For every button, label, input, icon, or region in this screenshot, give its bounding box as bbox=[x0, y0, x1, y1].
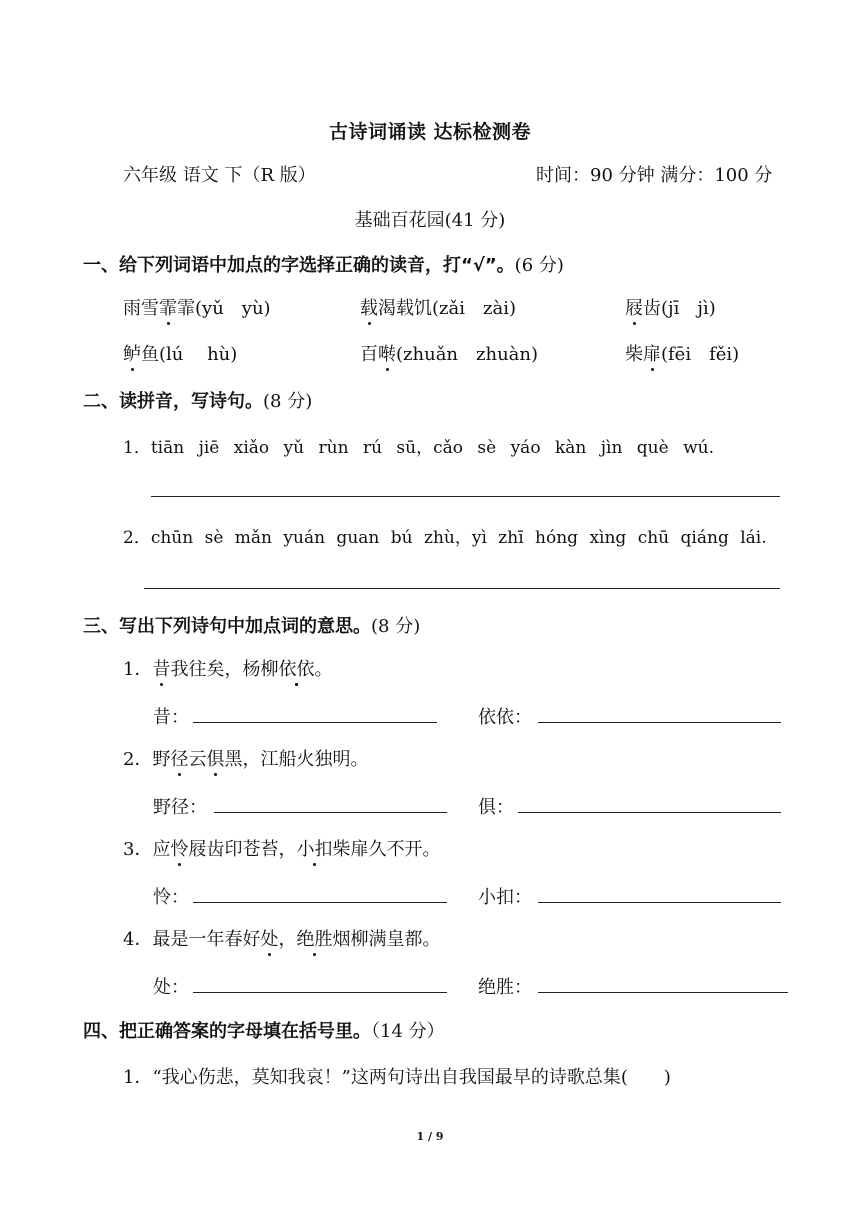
page-number: 1 / 9 bbox=[416, 1130, 444, 1143]
s4-q1 bbox=[123, 1063, 671, 1089]
s1-item-5-pre: 百 bbox=[360, 344, 378, 365]
s3-q1 bbox=[123, 655, 332, 681]
s1-item-1-reading: (yǔ yù) bbox=[195, 298, 271, 319]
s1-item-1 bbox=[123, 294, 271, 320]
section-2-points: (8 分) bbox=[263, 391, 313, 412]
section-1-points: (6 分) bbox=[514, 255, 564, 276]
s3-q4-text-2: ， bbox=[278, 929, 297, 950]
s3-q2-text-2: 云 bbox=[188, 749, 207, 770]
s3-q2-answer-line-1[interactable] bbox=[214, 812, 447, 813]
s1-item-3-post: 齿 bbox=[643, 298, 661, 319]
s2-q1-answer-line[interactable] bbox=[151, 496, 780, 497]
s3-q4-dotted-1: 处 bbox=[260, 925, 278, 951]
s3-q1-text-2: 。 bbox=[314, 659, 333, 680]
s1-item-6-pre: 柴 bbox=[625, 344, 643, 365]
s3-q2-text-3: 黑，江船火独明。 bbox=[224, 749, 369, 770]
s2-q2-number: 2． bbox=[123, 528, 151, 548]
section-2-heading bbox=[83, 387, 312, 413]
s3-q3 bbox=[123, 835, 440, 861]
s3-q3-answer-line-1[interactable] bbox=[193, 902, 447, 903]
s1-item-1-pre: 雨雪 bbox=[123, 298, 159, 319]
s3-q1-answer-line-1[interactable] bbox=[193, 722, 437, 723]
s3-q1-dotted-2-text: 依依 bbox=[278, 655, 314, 681]
s3-q1-dotted-1: 昔 bbox=[152, 655, 170, 681]
s1-item-4-reading: (lú hù) bbox=[159, 344, 238, 365]
s3-q2-label-2: 俱： bbox=[478, 797, 514, 818]
s1-item-5-dotted: 啭 bbox=[378, 340, 396, 366]
s3-q1-label-1: 昔： bbox=[153, 707, 189, 728]
section-3-points: (8 分) bbox=[371, 616, 421, 637]
section-4-points: （14 分） bbox=[371, 1021, 445, 1042]
s1-item-2-post: 渴载饥 bbox=[378, 298, 432, 319]
s3-q1-dotted-2 bbox=[278, 655, 314, 681]
s3-q3-dotted-1: 怜 bbox=[170, 835, 188, 861]
s1-item-3 bbox=[625, 294, 716, 320]
section-3-title: 三、写出下列诗句中加点词的意思。 bbox=[83, 616, 371, 637]
s3-q2-answer-line-2[interactable] bbox=[518, 812, 781, 813]
section-1-heading bbox=[83, 251, 564, 277]
s1-item-6 bbox=[625, 340, 739, 366]
section-1-title: 一、给下列词语中加点的字选择正确的读音，打“√”。 bbox=[83, 255, 515, 276]
s3-q3-answer-line-2[interactable] bbox=[538, 902, 781, 903]
s1-item-6-reading: (fēi fěi) bbox=[661, 344, 740, 365]
s1-item-2 bbox=[360, 294, 516, 320]
s2-q2-answer-line[interactable] bbox=[144, 588, 780, 589]
s3-q3-number: 3． bbox=[123, 839, 153, 860]
s3-q3-text-3: 柴扉久不开。 bbox=[332, 839, 441, 860]
s1-item-1-post: 霏 bbox=[177, 298, 195, 319]
s3-q2 bbox=[123, 745, 368, 771]
s1-item-5 bbox=[360, 340, 538, 366]
s3-q4-label-1: 处： bbox=[153, 977, 189, 998]
section-4-heading bbox=[83, 1017, 445, 1043]
s3-q1-label-2: 依依： bbox=[478, 707, 532, 728]
s3-q2-number: 2． bbox=[123, 749, 153, 770]
s2-q2-pinyin: chūn sè mǎn yuán guan bú zhù，yì zhī hóng xìng chū qiáng lái. bbox=[150, 528, 767, 548]
s3-q4-answer-line-2[interactable] bbox=[538, 992, 788, 993]
s1-item-3-reading: (jī jì) bbox=[661, 298, 716, 319]
s3-q2-dotted-1: 径 bbox=[170, 745, 188, 771]
s3-q4-answer-line-1[interactable] bbox=[193, 992, 447, 993]
s3-q2-text-1: 野 bbox=[152, 749, 171, 770]
s1-item-2-dotted: 载 bbox=[360, 294, 378, 320]
s3-q3-dotted-2: 小扣 bbox=[296, 835, 332, 861]
section-4-title: 四、把正确答案的字母填在括号里。 bbox=[83, 1021, 371, 1042]
s3-q3-text-1: 应 bbox=[152, 839, 171, 860]
s1-item-4-dotted: 鲈 bbox=[123, 340, 141, 366]
s2-q1 bbox=[123, 433, 714, 458]
s1-item-1-dotted: 霏 bbox=[159, 294, 177, 320]
grade-info: 六年级 语文 下（R 版） bbox=[123, 165, 316, 186]
page-title: 古诗词诵读 达标检测卷 bbox=[328, 121, 532, 143]
s3-q1-text-1: 我往矣，杨柳 bbox=[170, 659, 279, 680]
s3-q2-dotted-2: 俱 bbox=[206, 745, 224, 771]
s3-q4 bbox=[123, 925, 440, 951]
section-3-heading bbox=[83, 612, 420, 638]
s1-item-4 bbox=[123, 340, 237, 366]
s2-q1-number: 1． bbox=[123, 438, 151, 458]
s3-q2-label-1: 野径： bbox=[153, 797, 207, 818]
s3-q3-text-2: 屐齿印苍苔， bbox=[188, 839, 297, 860]
s4-q1-text: “我心伤悲，莫知我哀！”这两句诗出自我国最早的诗歌总集( ) bbox=[152, 1067, 671, 1088]
s1-item-3-dotted: 屐 bbox=[625, 294, 643, 320]
s3-q1-answer-line-2[interactable] bbox=[538, 722, 781, 723]
s1-item-5-reading: (zhuǎn zhuàn) bbox=[396, 344, 539, 365]
s1-item-2-reading: (zǎi zài) bbox=[432, 298, 516, 319]
part-title: 基础百花园(41 分) bbox=[354, 210, 506, 231]
s2-q2 bbox=[123, 523, 767, 548]
s3-q4-number: 4． bbox=[123, 929, 153, 950]
s3-q4-dotted-2: 绝胜 bbox=[296, 925, 332, 951]
s2-q1-pinyin: tiān jiē xiǎo yǔ rùn rú sū，cǎo sè yáo kàn jìn què wú. bbox=[150, 438, 715, 458]
s1-item-4-post: 鱼 bbox=[141, 344, 159, 365]
s3-q4-text-3: 烟柳满皇都。 bbox=[332, 929, 441, 950]
s3-q1-number: 1． bbox=[123, 659, 153, 680]
s3-q4-text-1: 最是一年春好 bbox=[152, 929, 261, 950]
time-score-info: 时间：90 分钟 满分：100 分 bbox=[536, 165, 773, 186]
s3-q3-label-2: 小扣： bbox=[478, 887, 532, 908]
section-2-title: 二、读拼音，写诗句。 bbox=[83, 391, 263, 412]
s3-q4-label-2: 绝胜： bbox=[478, 977, 532, 998]
s4-q1-number: 1． bbox=[123, 1067, 153, 1088]
s1-item-6-dotted: 扉 bbox=[643, 340, 661, 366]
s3-q3-label-1: 怜： bbox=[153, 887, 189, 908]
